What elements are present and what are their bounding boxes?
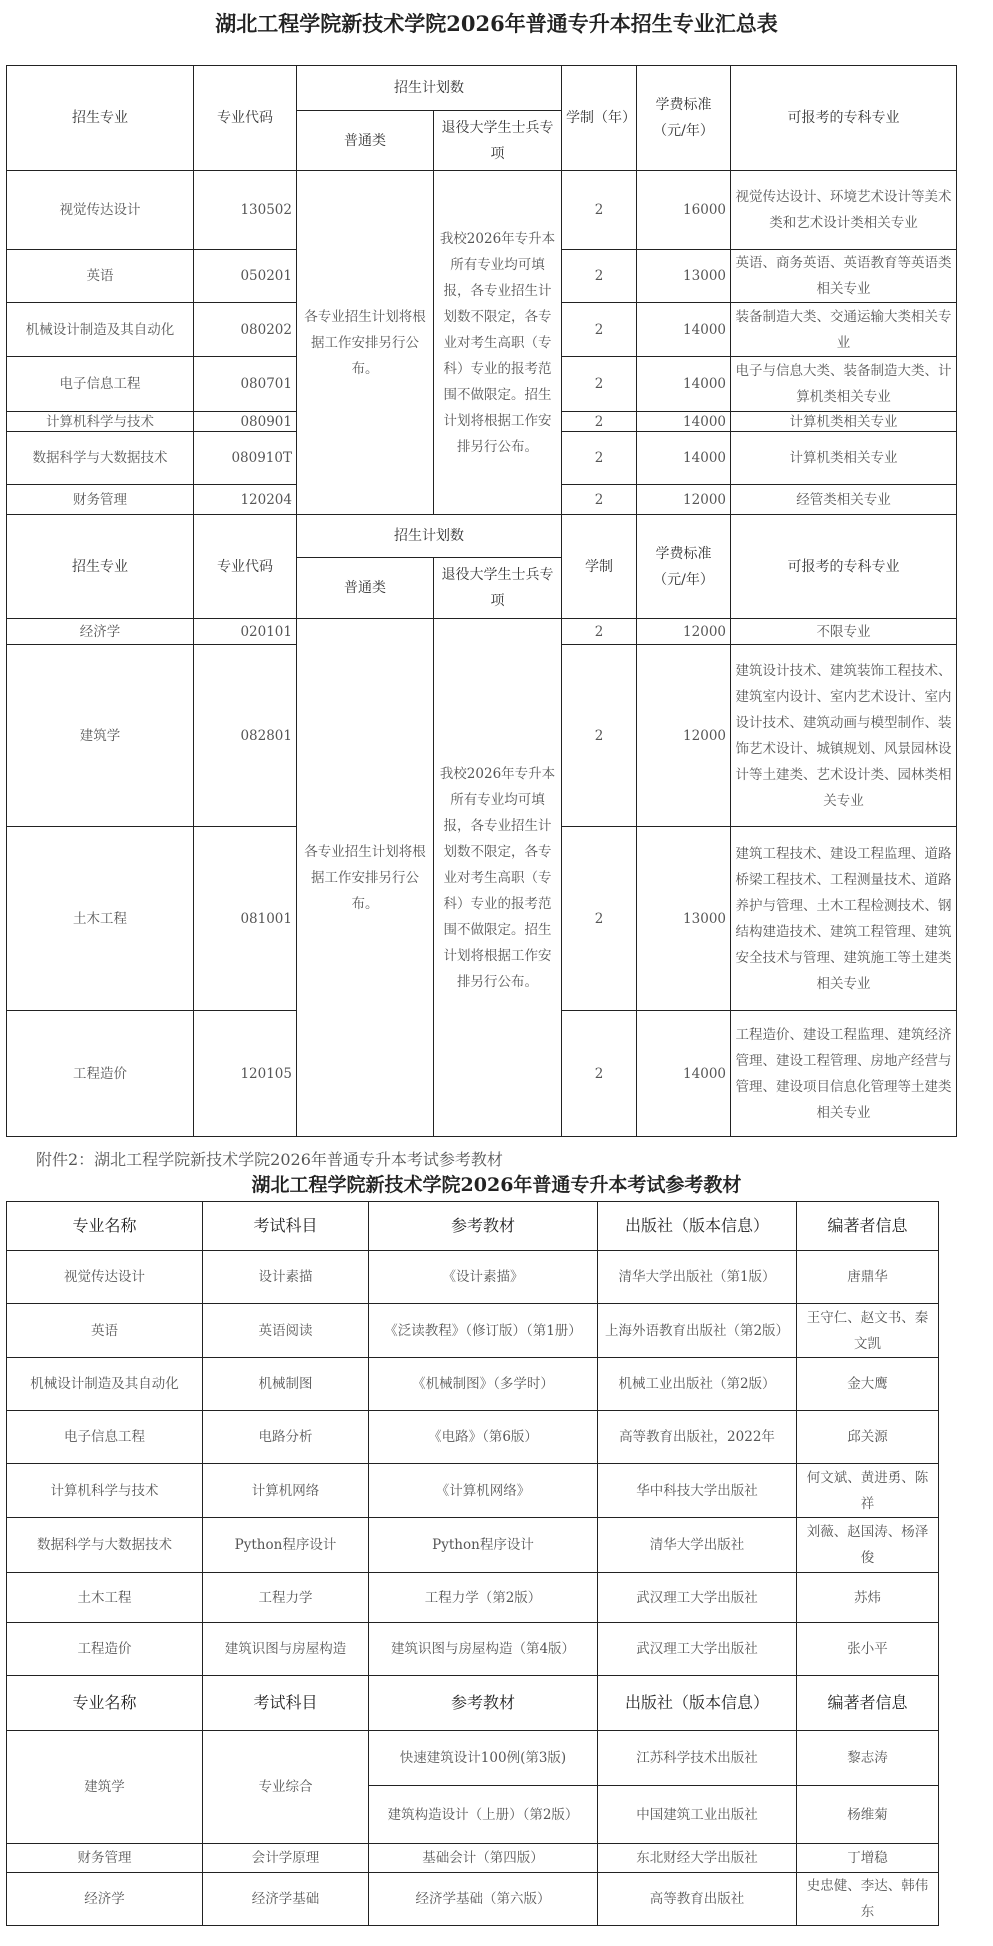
header-fee-text: 学费标准（元/年） (653, 97, 714, 139)
header-major (6, 65, 194, 171)
row-subject-text: 专业综合 (258, 1779, 313, 1795)
header-plan-general-text: 普通类 (344, 132, 386, 149)
row-duration (561, 249, 637, 303)
header-plan-veteran (433, 110, 562, 171)
row-major (6, 644, 194, 827)
row-subject (202, 1303, 369, 1358)
row-publisher-text: 武汉理工大学出版社 (636, 1589, 758, 1606)
plan-general-note-text: 各专业招生计划将根据工作安排另行公布。 (304, 843, 426, 912)
row-code (193, 431, 297, 485)
row-author-text: 邱关源 (847, 1429, 888, 1445)
row-textbook (368, 1303, 598, 1358)
row-duration (561, 431, 637, 485)
row-code-text: 080901 (240, 413, 292, 430)
row-author-text: 史忠健、李达、韩伟东 (806, 1878, 929, 1920)
row-fee (636, 644, 731, 827)
row-eligible-text: 视觉传达设计、环境艺术设计等美术类和艺术设计类相关专业 (735, 189, 952, 231)
row-major-text: 视觉传达设计 (59, 202, 141, 218)
header-major-text: 招生专业 (72, 110, 128, 126)
row-major (6, 1730, 203, 1844)
row-duration-text: 2 (594, 202, 604, 218)
row-eligible (730, 618, 957, 645)
row-eligible-text: 工程造价、建设工程监理、建筑经济管理、建设工程管理、房地产经营与管理、建设项目信息化管理等土建类相关专业 (735, 1026, 952, 1121)
row-major (6, 249, 194, 303)
row-major (6, 1010, 194, 1137)
row-eligible-text: 电子与信息大类、装备制造大类、计算机类相关专业 (735, 363, 952, 405)
row-author (796, 1785, 939, 1844)
row-textbook (368, 1357, 598, 1411)
header-plan (296, 65, 562, 111)
row-subject-text: 会计学原理 (251, 1850, 320, 1866)
row-textbook (368, 1843, 598, 1873)
row-publisher (597, 1463, 797, 1518)
row-major-text: 经济学 (79, 623, 121, 640)
row-subject (202, 1410, 369, 1464)
header-code (193, 65, 297, 171)
row-code-text: 080701 (240, 376, 292, 392)
row-textbook (368, 1622, 598, 1676)
row-fee-text: 12000 (683, 491, 726, 508)
row-code (193, 644, 297, 827)
header-duration (561, 65, 637, 171)
row-subject (202, 1572, 369, 1623)
row-textbook-text: 建筑构造设计（上册）（第2版） (387, 1806, 579, 1823)
header-textbook (368, 1201, 598, 1251)
row-publisher (597, 1622, 797, 1676)
row-duration-text: 2 (594, 727, 604, 744)
row-major-text: 电子信息工程 (64, 1429, 145, 1445)
row-publisher (597, 1357, 797, 1411)
row-publisher-text: 机械工业出版社（第2版） (618, 1376, 776, 1392)
header-fee-text: 学费标准（元/年） (653, 545, 714, 588)
row-author (796, 1463, 939, 1518)
row-eligible (730, 411, 957, 432)
header-eligible-text: 可报考的专科专业 (787, 110, 900, 126)
row-fee-text: 14000 (683, 321, 726, 338)
row-duration-text: 2 (594, 623, 604, 640)
header-eligible-text: 可报考的专科专业 (787, 558, 900, 575)
row-author (796, 1872, 939, 1926)
row-major-text: 视觉传达设计 (64, 1269, 145, 1285)
table1-title: 湖北工程学院新技术学院2026年普通专升本招生专业汇总表 (215, 11, 778, 36)
row-textbook (368, 1517, 598, 1573)
row-duration (561, 1010, 637, 1137)
row-major (6, 1463, 203, 1518)
row-fee (636, 356, 731, 412)
plan-veteran-note-text: 我校2026年专升本所有专业均可填报，各专业招生计划数不限定，各专业对考生高职（专科）专业的报考范围不做限定。招生计划将根据工作安排另行公布。 (439, 765, 556, 990)
row-major-text: 土木工程 (73, 910, 127, 927)
row-duration (561, 411, 637, 432)
row-major-text: 数据科学与大数据技术 (37, 1537, 172, 1553)
row-author-text: 刘薇、赵国涛、杨泽俊 (806, 1524, 929, 1566)
row-eligible-text: 计算机类相关专业 (789, 413, 898, 430)
row-subject (202, 1843, 369, 1873)
row-code-text: 082801 (240, 727, 292, 744)
row-duration (561, 618, 637, 645)
row-major (6, 826, 194, 1011)
row-author-text: 黎志涛 (847, 1750, 888, 1766)
row-major (6, 1410, 203, 1464)
row-publisher-text: 清华大学出版社（第1版） (618, 1269, 776, 1285)
row-publisher (597, 1410, 797, 1464)
row-fee-text: 14000 (683, 1065, 726, 1082)
row-publisher-text: 高等教育出版社，2022年 (619, 1429, 775, 1445)
row-major-text: 数据科学与大数据技术 (32, 450, 168, 466)
row-textbook (368, 1410, 598, 1464)
header-plan-general (296, 110, 434, 171)
header-plan-veteran-text: 退役大学生士兵专项 (441, 119, 554, 162)
row-textbook-text: 快速建筑设计100例(第3版) (399, 1750, 567, 1766)
row-author (796, 1410, 939, 1464)
row-eligible (730, 302, 957, 357)
row-code (193, 249, 297, 303)
row-publisher-text: 中国建筑工业出版社 (636, 1806, 758, 1823)
header-publisher-text: 出版社（版本信息） (624, 1216, 769, 1235)
row-fee-text: 14000 (683, 450, 726, 466)
row-eligible-text: 经管类相关专业 (796, 491, 891, 508)
row-major-text: 工程造价 (73, 1065, 127, 1082)
row-textbook-text: 《机械制图》（多学时） (412, 1376, 554, 1392)
header-fee (636, 514, 731, 619)
header-code (193, 514, 297, 619)
row-author-text: 张小平 (847, 1641, 888, 1657)
header-plan-text: 招生计划数 (394, 80, 464, 96)
row-duration-text: 2 (594, 450, 604, 466)
row-major (6, 618, 194, 645)
row-publisher-text: 高等教育出版社 (649, 1891, 745, 1907)
row-major-text: 建筑学 (79, 727, 121, 744)
row-textbook-text: 经济学基础（第六版） (415, 1891, 551, 1907)
row-code (193, 411, 297, 432)
row-publisher (597, 1303, 797, 1358)
row-subject-text: 经济学基础 (251, 1891, 320, 1907)
header-plan-general-text: 普通类 (344, 580, 386, 596)
row-code-text: 080202 (240, 321, 292, 338)
header-eligible (730, 514, 957, 619)
row-subject-text: 计算机网络 (251, 1482, 320, 1499)
row-code-text: 120105 (240, 1065, 292, 1082)
row-eligible (730, 170, 957, 250)
row-major (6, 1843, 203, 1873)
row-author-text: 杨维菊 (847, 1806, 888, 1823)
attachment-note: 附件2：湖北工程学院新技术学院2026年普通专升本考试参考教材 (36, 1150, 503, 1169)
row-major-text: 机械设计制造及其自动化 (30, 1376, 179, 1392)
header-major (6, 514, 194, 619)
row-subject (202, 1250, 369, 1304)
header-duration (561, 514, 637, 619)
row-subject (202, 1357, 369, 1411)
row-publisher (597, 1843, 797, 1873)
header-plan-general (296, 557, 434, 619)
plan-veteran-note (433, 170, 562, 515)
row-author-text: 丁增稳 (847, 1850, 888, 1866)
row-duration (561, 170, 637, 250)
row-subject-text: 工程力学 (258, 1589, 313, 1606)
row-code-text: 050201 (240, 268, 292, 284)
row-duration-text: 2 (594, 910, 604, 927)
row-major-text: 计算机科学与技术 (50, 1482, 159, 1499)
row-publisher-text: 武汉理工大学出版社 (636, 1641, 758, 1657)
row-code-text: 120204 (240, 491, 292, 508)
row-textbook-text: 基础会计（第四版） (422, 1850, 544, 1866)
plan-general-note (296, 170, 434, 515)
row-fee (636, 249, 731, 303)
row-code (193, 618, 297, 645)
row-author (796, 1843, 939, 1873)
row-subject (202, 1872, 369, 1926)
row-eligible-text: 计算机类相关专业 (789, 450, 898, 466)
row-publisher-text: 上海外语教育出版社（第2版） (604, 1322, 790, 1339)
row-eligible (730, 431, 957, 485)
header-major (6, 1201, 203, 1251)
row-major (6, 1572, 203, 1623)
row-author (796, 1572, 939, 1623)
header-subject (202, 1675, 369, 1731)
row-author-text: 何文斌、黄进勇、陈祥 (806, 1469, 929, 1512)
row-fee-text: 16000 (683, 202, 726, 218)
row-fee-text: 12000 (683, 727, 726, 744)
row-textbook (368, 1730, 598, 1786)
header-author-text: 编著者信息 (827, 1216, 908, 1235)
row-subject (202, 1622, 369, 1676)
row-subject-text: 电路分析 (258, 1429, 313, 1445)
row-major (6, 484, 194, 515)
row-eligible (730, 644, 957, 827)
row-eligible (730, 249, 957, 303)
row-major (6, 1303, 203, 1358)
row-subject-text: 设计素描 (258, 1269, 313, 1285)
row-fee (636, 302, 731, 357)
header-author-text: 编著者信息 (827, 1693, 908, 1712)
row-publisher (597, 1872, 797, 1926)
row-major (6, 1517, 203, 1573)
row-publisher-text: 江苏科学技术出版社 (636, 1750, 758, 1766)
header-eligible (730, 65, 957, 171)
row-duration-text: 2 (594, 1065, 604, 1082)
row-duration-text: 2 (594, 376, 604, 392)
row-eligible-text: 不限专业 (816, 623, 871, 640)
row-eligible-text: 英语、商务英语、英语教育等英语类相关专业 (735, 255, 952, 297)
row-major (6, 302, 194, 357)
row-fee-text: 14000 (683, 413, 726, 430)
row-eligible (730, 826, 957, 1011)
row-major (6, 1622, 203, 1676)
row-code-text: 080910T (231, 450, 292, 466)
row-major-text: 建筑学 (84, 1779, 125, 1795)
row-fee-text: 13000 (683, 268, 726, 284)
row-fee-text: 12000 (683, 623, 726, 640)
row-duration (561, 826, 637, 1011)
row-major-text: 财务管理 (73, 491, 127, 508)
row-author (796, 1250, 939, 1304)
header-duration-text: 学制（年） (566, 110, 636, 126)
row-textbook-text: Python程序设计 (432, 1537, 534, 1553)
row-major-text: 电子信息工程 (59, 376, 141, 392)
row-fee (636, 170, 731, 250)
header-major-text: 招生专业 (72, 558, 128, 575)
row-textbook-text: 建筑识图与房屋构造（第4版） (390, 1641, 576, 1657)
row-subject-text: 建筑识图与房屋构造 (224, 1641, 347, 1657)
row-fee (636, 618, 731, 645)
row-major-text: 计算机科学与技术 (46, 413, 154, 430)
row-author (796, 1357, 939, 1411)
row-fee-text: 13000 (683, 910, 726, 927)
row-textbook-text: 《设计素描》 (442, 1269, 524, 1285)
row-textbook-text: 《计算机网络》 (435, 1482, 531, 1499)
header-plan-veteran (433, 557, 562, 619)
row-fee (636, 431, 731, 485)
header-plan (296, 514, 562, 558)
row-textbook (368, 1872, 598, 1926)
header-plan-veteran-text: 退役大学生士兵专项 (441, 567, 554, 609)
row-fee (636, 1010, 731, 1137)
row-duration-text: 2 (594, 491, 604, 508)
row-major-text: 工程造价 (77, 1641, 132, 1657)
plan-general-note (296, 618, 434, 1137)
row-textbook-text: 《泛读教程》（修订版）（第1册） (384, 1322, 582, 1339)
row-textbook-text: 《电路》（第6版） (428, 1429, 538, 1445)
row-eligible (730, 484, 957, 515)
header-plan-text: 招生计划数 (394, 528, 464, 544)
header-author (796, 1201, 939, 1251)
row-eligible-text: 装备制造大类、交通运输大类相关专业 (735, 308, 952, 351)
header-publisher-text: 出版社（版本信息） (624, 1693, 769, 1712)
plan-veteran-note-text: 我校2026年专升本所有专业均可填报，各专业招生计划数不限定，各专业对考生高职（专科）专业的报考范围不做限定。招生计划将根据工作安排另行公布。 (439, 230, 556, 455)
header-subject (202, 1201, 369, 1251)
header-fee (636, 65, 731, 171)
row-subject-text: Python程序设计 (234, 1537, 337, 1553)
row-textbook (368, 1463, 598, 1518)
row-eligible (730, 356, 957, 412)
row-fee-text: 14000 (683, 376, 726, 392)
row-publisher-text: 东北财经大学出版社 (636, 1850, 758, 1866)
row-subject (202, 1463, 369, 1518)
row-publisher-text: 华中科技大学出版社 (636, 1482, 758, 1499)
row-major (6, 1872, 203, 1926)
row-major-text: 土木工程 (77, 1589, 132, 1606)
row-author (796, 1622, 939, 1676)
row-fee (636, 411, 731, 432)
row-fee (636, 484, 731, 515)
row-code-text: 130502 (240, 202, 292, 218)
row-publisher (597, 1572, 797, 1623)
row-publisher (597, 1250, 797, 1304)
row-duration (561, 644, 637, 827)
row-subject (202, 1730, 369, 1844)
header-code-text: 专业代码 (217, 558, 273, 575)
row-textbook (368, 1250, 598, 1304)
row-author-text: 王守仁、赵文书、秦文凯 (806, 1309, 929, 1352)
header-major (6, 1675, 203, 1731)
header-major-text: 专业名称 (72, 1693, 137, 1712)
row-textbook (368, 1572, 598, 1623)
row-major (6, 1357, 203, 1411)
row-eligible (730, 1010, 957, 1137)
plan-general-note-text: 各专业招生计划将根据工作安排另行公布。 (304, 308, 426, 377)
row-author (796, 1517, 939, 1573)
row-major-text: 英语 (86, 268, 114, 284)
row-author (796, 1730, 939, 1786)
row-fee (636, 826, 731, 1011)
row-author-text: 唐鼎华 (847, 1269, 888, 1285)
row-code-text: 081001 (240, 910, 292, 927)
row-major-text: 机械设计制造及其自动化 (25, 321, 175, 338)
row-code (193, 826, 297, 1011)
header-textbook-text: 参考教材 (450, 1693, 515, 1712)
row-major (6, 1250, 203, 1304)
table2-title: 湖北工程学院新技术学院2026年普通专升本考试参考教材 (251, 1174, 742, 1196)
row-subject (202, 1517, 369, 1573)
header-publisher (597, 1675, 797, 1731)
header-author (796, 1675, 939, 1731)
row-eligible-text: 建筑设计技术、建筑装饰工程技术、建筑室内设计、室内艺术设计、室内设计技术、建筑动画与模型制作、装饰艺术设计、城镇规划、风景园林设计等土建类、艺术设计类、园林类相关专业 (735, 662, 952, 809)
row-textbook (368, 1785, 598, 1844)
header-textbook (368, 1675, 598, 1731)
row-eligible-text: 建筑工程技术、建设工程监理、道路桥梁工程技术、工程测量技术、道路养护与管理、土木工程检测技术、钢结构建造技术、建筑工程管理、建筑安全技术与管理、建筑施工等土建类相关专业 (735, 845, 952, 992)
row-code (193, 484, 297, 515)
plan-veteran-note (433, 618, 562, 1137)
header-duration-text: 学制 (585, 558, 613, 575)
row-duration (561, 302, 637, 357)
row-duration-text: 2 (594, 268, 604, 284)
row-publisher-text: 清华大学出版社 (649, 1537, 745, 1553)
row-publisher (597, 1517, 797, 1573)
row-author-text: 金大鹰 (847, 1376, 888, 1392)
row-publisher (597, 1785, 797, 1844)
header-major-text: 专业名称 (72, 1216, 137, 1235)
header-publisher (597, 1201, 797, 1251)
row-major-text: 财务管理 (77, 1850, 132, 1866)
row-major (6, 170, 194, 250)
row-code (193, 302, 297, 357)
header-code-text: 专业代码 (217, 110, 273, 126)
row-code (193, 1010, 297, 1137)
row-author (796, 1303, 939, 1358)
row-major (6, 431, 194, 485)
row-code (193, 356, 297, 412)
header-subject-text: 考试科目 (253, 1216, 318, 1235)
row-duration-text: 2 (594, 413, 604, 430)
row-duration-text: 2 (594, 321, 604, 338)
row-major (6, 411, 194, 432)
row-textbook-text: 工程力学（第2版） (424, 1589, 542, 1606)
row-publisher (597, 1730, 797, 1786)
row-major-text: 经济学 (84, 1891, 125, 1907)
row-code (193, 170, 297, 250)
header-textbook-text: 参考教材 (450, 1216, 515, 1235)
header-subject-text: 考试科目 (253, 1693, 318, 1712)
row-major-text: 英语 (91, 1322, 118, 1339)
row-code-text: 020101 (240, 623, 292, 640)
row-duration (561, 484, 637, 515)
row-major (6, 356, 194, 412)
row-subject-text: 英语阅读 (258, 1322, 313, 1339)
row-author-text: 苏炜 (854, 1589, 881, 1606)
row-duration (561, 356, 637, 412)
row-subject-text: 机械制图 (258, 1376, 313, 1392)
